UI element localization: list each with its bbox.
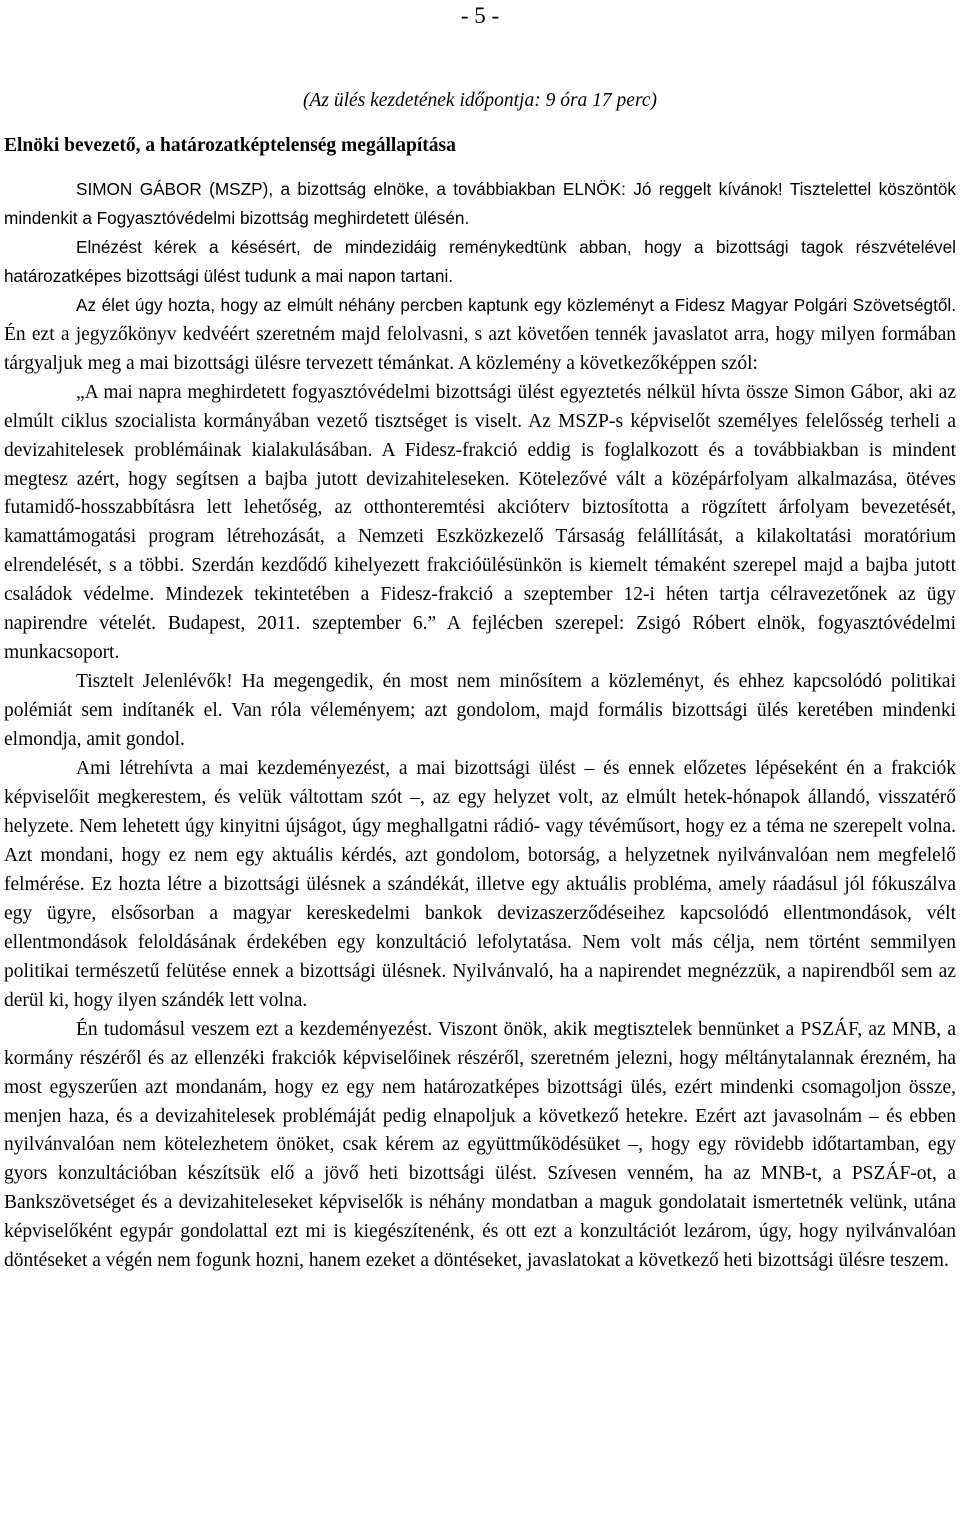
paragraph-apology: Elnézést kérek a késésért, de mindezidáig reménykedtünk abban, hogy a bizottsági tagok részvételével határozatképes bizottsági ülést tudunk a mai napon tartani. <box>4 236 956 286</box>
section-title: Elnöki bevezető, a határozatképtelenség megállapítása <box>4 135 456 156</box>
page-number: - 5 - <box>460 3 500 28</box>
paragraph-reading-intent: Én ezt a jegyzőkönyv kedvéért szeretném majd felolvasni, s azt követően tennék javaslatot arra, hogy milyen formában tárgyaljuk meg a mai bizottsági ülésre tervezett témánkat. A közlemény a következőképpen szól: <box>4 323 956 374</box>
paragraph-dear-attendees: Tisztelt Jelenlévők! Ha megengedik, én most nem minősítem a közleményt, és ehhez kapcsolódó politikai polémiát sem indítanék el. Van róla véleményem; azt gondolom, majd formális bizottsági ülés keretében mindenki elmondja, amit gondol. <box>4 671 956 751</box>
document-page <box>4 0 956 1276</box>
paragraph-fidesz-statement-intro <box>4 291 956 379</box>
document-body <box>4 175 956 1276</box>
paragraph-chair-greeting: SIMON GÁBOR (MSZP), a bizottság elnöke, a továbbiakban ELNÖK: Jó reggelt kívánok! Tisztelettel köszöntök mindenkit a Fogyasztóvédelmi bizottság meghirdetett ülésén. <box>4 179 956 228</box>
paragraph-proposal: Én tudomásul veszem ezt a kezdeményezést. Viszont önök, akik megtisztelek bennünket a PSZÁF, az MNB, a kormány részéről és az ellenzéki frakciók képviselőinek részéről, szeretném jelezni, hogy méltánytalannak érezném, ha most egyszerűen azt mondanám, hogy ez egy nem határozatképes bizottsági ülés, ezért mindenki csomagoljon össze, menjen haza, és a devizahitelesek problémáját pedig elnapoljuk a következő hetekre. Ezért azt javasolnám – és ebben nyilvánvalóan nem kötelezhetem önöket, csak kérem az együttműködésüket –, hogy egy rövidebb időtartamban, egy gyors konzultációban készítsük elő a jövő heti bizottsági ülést. Szívesen venném, ha az MNB-t, a PSZÁF-ot, a Bankszövetséget és a devizahiteleseket képviselők is néhány mondatban a maguk gondolatait ismertetnék velünk, utána képviselőként egypár gondolattal ezt mi is kiegészítenénk, és ott ezt a konzultációt lezárom, úgy, hogy nyilvánvalóan döntéseket a végén nem fogunk hozni, hanem ezeket a döntéseket, javaslatokat a következő heti bizottsági ülésre teszem. <box>4 1018 956 1272</box>
paragraph-initiative-background: Ami létrehívta a mai kezdeményezést, a mai bizottsági ülést – és ennek előzetes lépéseként én a frakciók képviselőit megkerestem, és velük váltottam szót –, az egy helyzet volt, az elmúlt hetek-hónapok állandó, visszatérő helyzete. Nem lehetett úgy kinyitni újságot, úgy meghallgatni rádió- vagy tévéműsort, hogy ez a téma ne szerepelt volna. Azt mondani, hogy ez nem egy aktuális kérdés, azt gondolom, botorság, a helyzetnek nyilvánvalóan nem megfelelő felmérése. Ez hozta létre a bizottsági ülésnek a szándékát, illetve egy aktuális probléma, amely ráadásul jól fókuszálva egy ügyre, elsősorban a magyar kereskedelmi bankok devizaszerződéseihez kapcsolódó ellentmondások, vélt ellentmondások feloldásának érdekében egy konzultáció lefolytatása. Nem volt más célja, nem történt semmilyen politikai természetű felütése ennek a bizottsági ülésnek. Nyilvánvaló, ha a napirendet megnézzük, a napirendből sem az derül ki, hogy ilyen szándék lett volna. <box>4 758 956 1011</box>
session-start-time: (Az ülés kezdetének időpontja: 9 óra 17 perc) <box>303 90 657 111</box>
paragraph-fidesz-statement-lead: Az élet úgy hozta, hogy az elmúlt néhány percben kaptunk egy közleményt a Fidesz Magyar Polgári Szövetségtől. <box>76 294 956 315</box>
paragraph-statement-quote: „A mai napra meghirdetett fogyasztóvédelmi bizottsági ülést egyeztetés nélkül hívta össze Simon Gábor, aki az elmúlt ciklus szocialista kormányában vezető tisztséget is viselt. Az MSZP-s képviselőt személyes felelősség terheli a devizahitelesek problémáinak kialakulásában. A Fidesz-frakció eddig is foglalkozott és a továbbiakban is mindent megtesz azért, hogy segítsen a bajba jutott devizahiteleseken. Kötelezővé vált a középárfolyam alkalmazása, ötéves futamidő-hosszabbításra lett lehetőség, az otthonteremtési akcióterv biztosította a rögzített árfolyam bevezetését, kamattámogatási program létrehozását, a Nemzeti Eszközkezelő Társaság felállítását, a kilakoltatási moratórium elrendelését, s a többi. Szerdán kezdődő kihelyezett frakcióülésünkön is kiemelt témaként szerepel majd a bajba jutott családok védelme. Mindezek tekintetében a Fidesz-frakció a szeptember 12-i héten tartja célravezetőnek az ügy napirendre vételét. Budapest, 2011. szeptember 6.” A fejlécben szerepel: Zsigó Róbert elnök, fogyasztóvédelmi munkacsoport. <box>4 381 956 664</box>
